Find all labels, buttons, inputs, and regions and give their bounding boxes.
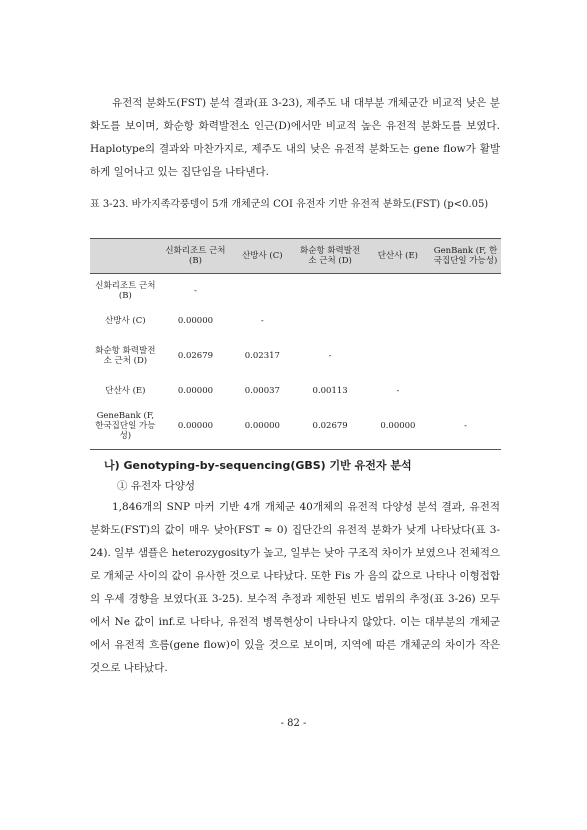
paragraph-fst-results: 유전적 분화도(FST) 분석 결과(표 3-23), 제주도 내 대부분 개체군간 비교적 낮은 분화도를 보이며, 화순항 화력발전소 인근(D)에서만 비교적 높은 유전적 분화도를 보였다. Haplotype의 결과와 마찬가지로, 제주도 내의 낮은 유전적 분화도는 gene flow가 활발하게 일어나고 있는 집단임을 나타낸다. — [90, 97, 500, 178]
section-title: 나) Genotyping-by-sequencing(GBS) 기반 유전자 분석 — [104, 459, 412, 472]
table-cell: 0.00113 — [312, 385, 348, 396]
table-cell — [366, 308, 430, 334]
table-cell: 0.00000 — [177, 315, 214, 326]
table-header-cell: GenBank (F, 한국집단일 가능성) — [430, 239, 501, 274]
table-cell — [430, 308, 501, 334]
table-row — [90, 378, 501, 404]
table-cell: - — [396, 385, 400, 396]
table-cell — [366, 274, 430, 308]
table-row — [90, 308, 501, 334]
table-cell: 0.00037 — [244, 385, 280, 396]
table-header-row — [90, 239, 501, 274]
table-cell: 0.00000 — [161, 404, 231, 450]
row-header-cell: 단산사 (E) — [105, 385, 146, 396]
table-cell: - — [194, 285, 197, 296]
table-caption: 표 3-23. 바가지족각풍뎅이 5개 개체군의 COI 유전자 기반 유전적 분화도(FST) (p<0.05) — [90, 199, 489, 210]
row-header-cell: 신화리조트 근처 (B) — [95, 280, 156, 301]
table-row — [90, 274, 501, 308]
table-header-cell: 신화리조트 근처 (B) — [161, 239, 231, 274]
table-cell — [294, 308, 365, 334]
row-header-cell: 화순항 화력발전소 근처 (D) — [95, 345, 156, 366]
table-cell — [430, 274, 501, 308]
table-cell: 0.02679 — [294, 404, 365, 450]
fst-table — [90, 238, 501, 450]
row-header-cell: 산방사 (C) — [105, 315, 146, 326]
table-header-cell: 단산사 (E) — [366, 239, 430, 274]
table-header-cell — [90, 239, 161, 274]
table-cell — [430, 378, 501, 404]
table-cell: - — [260, 315, 264, 326]
table-row — [90, 404, 501, 450]
table-cell — [366, 334, 430, 378]
table-cell — [430, 334, 501, 378]
table-cell: 0.02317 — [244, 350, 280, 361]
row-header-cell: GeneBank (F, 한국집단일 가능성) — [90, 404, 161, 450]
table-cell: 0.00000 — [366, 404, 430, 450]
table-cell: - — [328, 350, 332, 361]
subsection-title: ① 유전자 다양성 — [117, 480, 196, 492]
table-cell — [230, 274, 294, 308]
table-header-cell: 화순항 화력발전소 근처 (D) — [294, 239, 365, 274]
table-cell: - — [430, 404, 501, 450]
paragraph-gbs-results: 1,846개의 SNP 마커 기반 4개 개체군 40개체의 유전적 다양성 분석 결과, 유전적 분화도(FST)의 값이 매우 낮아(FST ≈ 0) 집단간의 유전적 분화가 낮게 나타났다(표 3-24). 일부 샘플은 heterozygosity가 높고, 일부는 낮아 구조적 차이가 보였으나 전체적으로 개체군 사이의 값이 유사한 것으로 나타났다. 또한 Fis 가 음의 값으로 나타나 이형접합의 우세 경향을 보였다(표 3-25). 보수적 추정과 제한된 빈도 범위의 추정(표 3-26) 모두에서 Ne 값이 inf.로 나타나, 유전적 병목현상이 나타나지 않았다. 이는 대부분의 개체군에서 유전적 흐름(gene flow)이 있을 것으로 보이며, 지역에 따른 개체군의 차이가 작은 것으로 나타났다. — [90, 501, 500, 674]
table-header-cell: 산방사 (C) — [230, 239, 294, 274]
table-cell — [294, 274, 365, 308]
table-cell: 0.00000 — [177, 385, 214, 396]
table-cell: 0.02679 — [177, 350, 214, 361]
table-cell: 0.00000 — [230, 404, 294, 450]
table-row — [90, 334, 501, 378]
page-number: - 82 - — [280, 718, 307, 729]
